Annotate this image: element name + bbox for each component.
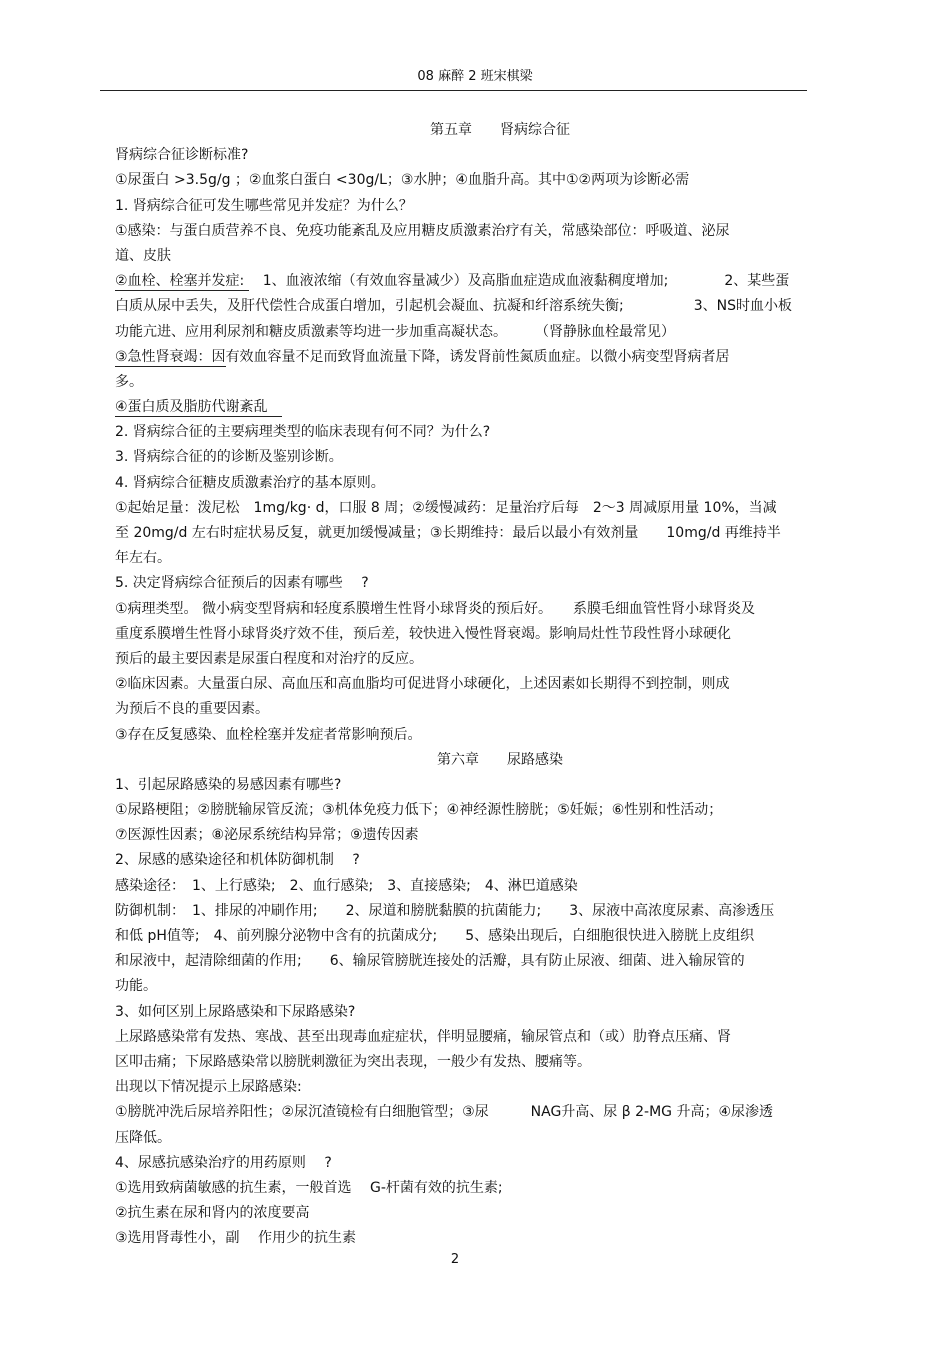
line-text: 和尿液中，起清除细菌的作用; 6、输尿管膀胱连接处的活瓣，具有防止尿液、细菌、进入输尿管的 <box>115 953 745 970</box>
line-text: 4. 肾病综合征糖皮质激素治疗的基本原则。 <box>115 474 385 491</box>
line-text: 4、尿感抗感染治疗的用药原则 ? <box>115 1154 332 1171</box>
page-number: 2 <box>450 1252 460 1267</box>
text-line <box>115 1151 855 1176</box>
line-text: 5. 决定肾病综合征预后的因素有哪些 ? <box>115 575 369 592</box>
text-line <box>115 949 855 974</box>
line-text: 年左右。 <box>115 550 171 567</box>
page-header: 08 麻醉 2 班宋棋梁 <box>417 69 533 84</box>
line-text: 3. 肾病综合征的的诊断及鉴别诊断。 <box>115 449 343 466</box>
line-text: 预后的最主要因素是尿蛋白程度和对治疗的反应。 <box>115 650 423 667</box>
chapter-heading <box>115 118 855 143</box>
line-text: 2. 肾病综合征的主要病理类型的临床表现有何不同？为什么? <box>115 424 491 441</box>
text-line <box>115 496 855 521</box>
underlined-lead: ④蛋白质及脂肪代谢紊乱 <box>115 399 282 416</box>
line-text: 道、皮肤 <box>115 247 171 264</box>
text-line <box>115 1075 855 1100</box>
line-text: ①尿路梗阻；②膀胱输尿管反流；③机体免疫力低下；④神经源性膀胱；⑤妊娠；⑥性别和性活动； <box>115 802 723 819</box>
text-line <box>115 1025 855 1050</box>
text-line <box>115 395 855 420</box>
line-text: ①膀胱冲洗后尿培养阳性；②尿沉渣镜检有白细胞管型；③尿 NAG升高、尿 β 2-MG 升高；④尿渗透 <box>115 1104 774 1121</box>
text-line <box>115 370 855 395</box>
line-text: 2、尿感的感染途径和机体防御机制 ? <box>115 852 360 869</box>
line-text: 第五章 肾病综合征 <box>430 122 570 138</box>
text-line <box>115 571 855 596</box>
line-text: 白质从尿中丢失，及肝代偿性合成蛋白增加，引起机会凝血、抗凝和纤溶系统失衡; 3、NS时血小板 <box>115 298 792 315</box>
text-line <box>115 345 855 370</box>
underlined-lead: ②血栓、栓塞并发症: <box>115 273 249 290</box>
line-text: 为预后不良的重要因素。 <box>115 701 269 718</box>
text-line <box>115 420 855 445</box>
line-text: 感染途径： 1、上行感染; 2、血行感染; 3、直接感染; 4、淋巴道感染 <box>115 877 578 894</box>
line-text: ②抗生素在尿和肾内的浓度要高 <box>115 1205 310 1222</box>
line-text: 多。 <box>115 373 143 390</box>
line-text: 1. 肾病综合征可发生哪些常见并发症？为什么？ <box>115 197 413 214</box>
text-line <box>115 974 855 999</box>
text-line <box>115 471 855 496</box>
document-body <box>115 118 855 1251</box>
line-text: 第六章 尿路感染 <box>437 751 563 768</box>
text-line <box>115 1226 855 1251</box>
line-text: 和低 pH值等; 4、前列腺分泌物中含有的抗菌成分; 5、感染出现后，白细胞很快进入膀胱上皮组织 <box>115 928 755 944</box>
text-line <box>115 546 855 571</box>
text-line <box>115 647 855 672</box>
text-line <box>115 194 855 219</box>
line-text: ⑦医源性因素；⑧泌尿系统结构异常；⑨遗传因素 <box>115 827 419 844</box>
line-text: ①起始足量：泼尼松 1mg/kg· d，口服 8 周；②缓慢减药：足量治疗后每 2～3 周减原用量 10%，当减 <box>115 499 777 516</box>
header-divider <box>100 90 807 91</box>
text-line <box>115 672 855 697</box>
line-text: ①病理类型。 微小病变型肾病和轻度系膜增生性肾小球肾炎的预后好。 系膜毛细血管性肾小球肾炎及 <box>115 600 755 617</box>
line-text: 压降低。 <box>115 1129 171 1146</box>
chapter-heading <box>115 748 855 773</box>
text-line <box>115 723 855 748</box>
text-line <box>115 899 855 924</box>
text-line <box>115 874 855 899</box>
text-line <box>115 269 855 294</box>
line-text: 功能。 <box>115 978 157 995</box>
text-line <box>115 168 855 193</box>
text-line <box>115 219 855 244</box>
line-text: 有效血容量不足而致肾血流量下降，诱发肾前性氮质血症。以微小病变型肾病者居 <box>225 348 730 365</box>
line-text: ①尿蛋白 >3.5g/g ；②血浆白蛋白 <30g/L；③水肿；④血脂升高。其中①②两项为诊断必需 <box>115 172 690 189</box>
line-text: 肾病综合征诊断标准? <box>115 147 249 164</box>
line-text: ②临床因素。大量蛋白尿、高血压和高血脂均可促进肾小球硬化，上述因素如长期得不到控制，则成 <box>115 676 730 693</box>
line-text: 出现以下情况提示上尿路感染: <box>115 1079 302 1096</box>
text-line <box>115 848 855 873</box>
line-text: 重度系膜增生性肾小球肾炎疗效不佳，预后差，较快进入慢性肾衰竭。影响局灶性节段性肾小球硬化 <box>115 625 731 642</box>
text-line <box>115 823 855 848</box>
line-text: ③存在反复感染、血栓栓塞并发症者常影响预后。 <box>115 726 422 743</box>
text-line <box>115 798 855 823</box>
line-text: 1、引起尿路感染的易感因素有哪些? <box>115 776 342 793</box>
text-line <box>115 924 855 949</box>
text-line <box>115 143 855 168</box>
text-line <box>115 521 855 546</box>
text-line <box>115 1000 855 1025</box>
line-text: ③选用肾毒性小，副 作用少的抗生素 <box>115 1230 356 1247</box>
line-text: 至 20mg/d 左右时症状易反复，就更加缓慢减量；③长期维持：最后以最小有效剂量 10mg/d 再维持半 <box>115 525 781 541</box>
line-text: 功能亢进、应用利尿剂和糖皮质激素等均进一步加重高凝状态。 （肾静脉血栓最常见） <box>115 323 675 340</box>
underlined-lead: ③急性肾衰竭：因 <box>115 348 226 365</box>
text-line <box>115 294 855 319</box>
text-line <box>115 622 855 647</box>
text-line <box>115 244 855 269</box>
line-text: 1、血液浓缩（有效血容量减少）及高脂血症造成血液黏稠度增加; 2、某些蛋 <box>248 273 790 290</box>
text-line <box>115 697 855 722</box>
text-line <box>115 1126 855 1151</box>
line-text: 区叩击痛；下尿路感染常以膀胱刺激征为突出表现，一般少有发热、腰痛等。 <box>115 1053 591 1070</box>
text-line <box>115 1176 855 1201</box>
line-text: 上尿路感染常有发热、寒战、甚至出现毒血症症状，伴明显腰痛，输尿管点和（或）肋脊点压痛、肾 <box>115 1028 731 1045</box>
line-text: ①选用致病菌敏感的抗生素，一般首选 G-杆菌有效的抗生素; <box>115 1179 503 1196</box>
text-line <box>115 1050 855 1075</box>
text-line <box>115 1100 855 1125</box>
line-text: 防御机制： 1、排尿的冲刷作用; 2、尿道和膀胱黏膜的抗菌能力; 3、尿液中高浓度尿素、高渗透压 <box>115 902 775 919</box>
text-line <box>115 597 855 622</box>
line-text: 3、如何区别上尿路感染和下尿路感染? <box>115 1003 356 1020</box>
text-line <box>115 445 855 470</box>
text-line <box>115 1201 855 1226</box>
text-line <box>115 773 855 798</box>
line-text: ①感染：与蛋白质营养不良、免疫功能紊乱及应用糖皮质激素治疗有关，常感染部位：呼吸道、泌尿 <box>115 222 730 239</box>
text-line <box>115 320 855 345</box>
